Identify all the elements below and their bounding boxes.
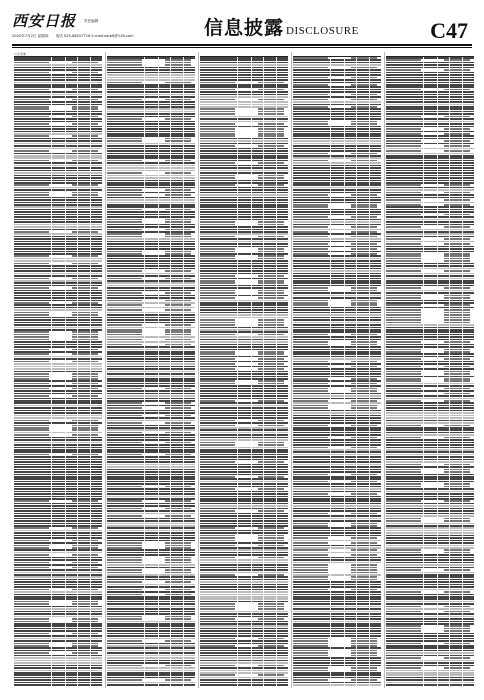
page-number: C47 bbox=[430, 18, 468, 43]
column-5 bbox=[386, 52, 474, 688]
column-1 bbox=[14, 52, 102, 688]
table-rows bbox=[107, 57, 195, 688]
section-title-en: DISCLOSURE bbox=[286, 25, 359, 37]
table-rows bbox=[14, 57, 102, 688]
newspaper-logo: 西安日报 bbox=[12, 12, 77, 30]
column-divider bbox=[105, 52, 106, 688]
column-3 bbox=[200, 52, 288, 688]
publication-date bbox=[12, 34, 134, 39]
column-2 bbox=[107, 52, 195, 688]
column-divider bbox=[291, 52, 292, 688]
header-rule-thin bbox=[12, 47, 472, 48]
section-title: 信息披露 bbox=[204, 17, 285, 39]
table-rows bbox=[386, 57, 474, 688]
disclosure-columns bbox=[14, 52, 474, 688]
table-rows bbox=[200, 57, 288, 688]
editor-line-2: 电话 029-88207716 E-mail:xarbfj@126.com bbox=[55, 34, 134, 38]
column-4 bbox=[293, 52, 381, 688]
editor-line-1: 责任编辑 bbox=[84, 19, 99, 23]
column-divider bbox=[384, 52, 385, 688]
masthead bbox=[0, 0, 484, 46]
editor-info bbox=[84, 19, 98, 24]
pub-line: 2020年7月2日 星期四 bbox=[12, 34, 49, 38]
table-header: 公示名单 bbox=[14, 52, 102, 57]
column-divider bbox=[198, 52, 199, 688]
header-rule-thick bbox=[12, 44, 472, 46]
table-rows bbox=[293, 57, 381, 688]
